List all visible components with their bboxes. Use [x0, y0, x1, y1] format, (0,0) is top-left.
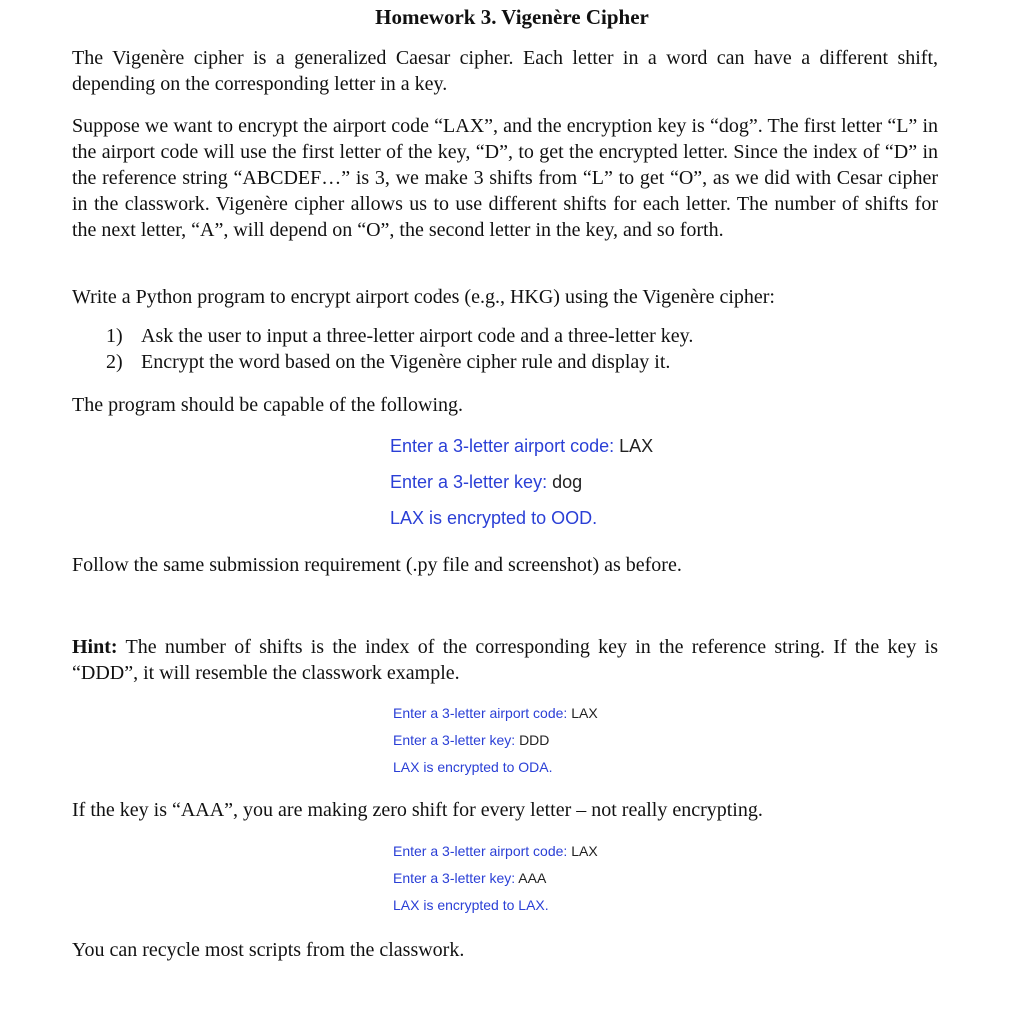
result-line: LAX is encrypted to ODA.	[393, 759, 553, 775]
console-line	[393, 838, 598, 865]
aaa-note-paragraph: If the key is “AAA”, you are making zero shift for every letter – not really encrypting.	[72, 799, 763, 821]
key-prompt: Enter a 3-letter key:	[393, 870, 516, 886]
page-title: Homework 3. Vigenère Cipher	[375, 5, 649, 29]
explanation-paragraph: Suppose we want to encrypt the airport code “LAX”, and the encryption key is “dog”. The first letter “L” in the airport code will use the first letter of the key, “D”, to get the encrypted letter. Since the index of “D” in the reference string “ABCDEF…” is 3, we make 3 shifts from “L” to get “O”, as we did with Cesar cipher in the classwork. Vigenère cipher allows us to use different shifts for each letter. The number of shifts for the next letter, “A”, will depend on “O”, the second letter in the key, and so forth.	[72, 115, 938, 241]
result-line: LAX is encrypted to LAX.	[393, 897, 549, 913]
console-line	[393, 700, 598, 727]
code-prompt: Enter a 3-letter airport code:	[393, 705, 568, 721]
step-number: 1)	[106, 325, 123, 347]
key-value: DDD	[519, 732, 550, 748]
steps-list	[106, 323, 946, 375]
list-item	[106, 323, 946, 349]
closing-paragraph: You can recycle most scripts from the classwork.	[72, 939, 465, 961]
key-value: AAA	[518, 870, 547, 886]
code-value: LAX	[619, 436, 654, 456]
key-prompt: Enter a 3-letter key:	[390, 472, 548, 492]
example-output-aaa	[393, 838, 598, 919]
console-line	[390, 428, 653, 464]
console-line	[393, 865, 598, 892]
hint-text: The number of shifts is the index of the corresponding key in the reference string. If the key is “DDD”, it will resemble the classwork example.	[72, 636, 939, 684]
console-line	[390, 464, 653, 500]
intro-paragraph: The Vigenère cipher is a generalized Caesar cipher. Each letter in a word can have a different shift, depending on the corresponding letter in a key.	[72, 47, 938, 95]
task-paragraph: Write a Python program to encrypt airport codes (e.g., HKG) using the Vigenère cipher:	[72, 286, 775, 308]
key-prompt: Enter a 3-letter key:	[393, 732, 516, 748]
list-item	[106, 349, 946, 375]
result-line: LAX is encrypted to OOD.	[390, 508, 598, 528]
code-value: LAX	[571, 705, 598, 721]
code-prompt: Enter a 3-letter airport code:	[393, 843, 568, 859]
step-text: Ask the user to input a three-letter airport code and a three-letter key.	[141, 325, 694, 347]
step-text: Encrypt the word based on the Vigenère cipher rule and display it.	[141, 351, 671, 373]
capable-paragraph: The program should be capable of the following.	[72, 394, 463, 416]
key-value: dog	[552, 472, 583, 492]
step-number: 2)	[106, 351, 123, 373]
code-value: LAX	[571, 843, 598, 859]
submission-paragraph: Follow the same submission requirement (.py file and screenshot) as before.	[72, 554, 682, 576]
console-line	[393, 727, 598, 754]
example-output-ddd	[393, 700, 598, 781]
hint-label: Hint:	[72, 636, 118, 658]
example-output-dog	[390, 428, 653, 536]
hint-paragraph	[72, 634, 938, 686]
code-prompt: Enter a 3-letter airport code:	[390, 436, 615, 456]
